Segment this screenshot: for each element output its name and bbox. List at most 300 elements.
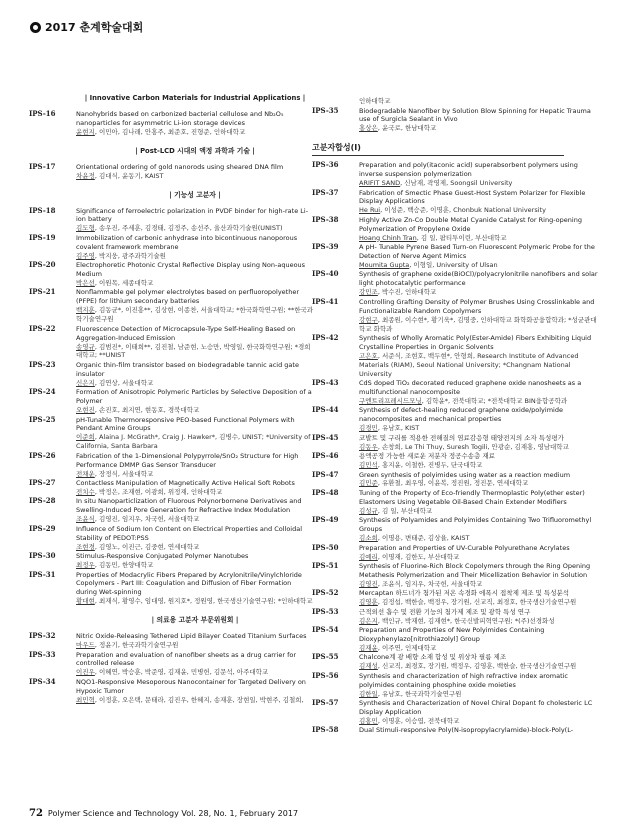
coauthors-affiliation: 인하대학교 — [359, 97, 391, 105]
coauthors-affiliation: , 김범진*, 이태희**, 김진철, 남준현, 노승만, 박영일, 한국화학연구원; *경희대학교; **UNIST — [76, 342, 311, 360]
coauthors-affiliation: , 이정훈, 오은택, 문태라, 김진우, 한혜지, 송재훈, 장현일, 박현주, 김철희, — [94, 695, 304, 704]
abstract-entry — [312, 726, 602, 735]
entry-text — [359, 216, 602, 243]
paper-title: Contactless Manipulation of Magnetically Active Helical Soft Robots — [76, 479, 295, 488]
entry-text — [359, 434, 602, 452]
presenting-author: 황대현 — [76, 597, 95, 606]
paper-id: IPS-44 — [312, 405, 339, 415]
paper-id: IPS-17 — [29, 161, 56, 171]
paper-id: IPS-32 — [29, 631, 56, 641]
presenting-author: 구엔트리프레시드모닝 — [359, 396, 422, 405]
author-line — [76, 306, 314, 324]
conference-title: 2017 춘계학술대회 — [45, 21, 144, 34]
coauthors-affiliation: , 김영진, 임지우, 차국헌, 서울대학교 — [94, 515, 200, 524]
entry-text — [76, 525, 314, 552]
presenting-author: 김주영 — [76, 251, 95, 260]
presenting-author: 김동우 — [359, 442, 378, 451]
presenting-author: 이준희 — [76, 433, 95, 442]
paper-title: Preparation and poly(itaconic acid) superabsorbent polymers using inverse suspension polymerization — [359, 161, 578, 179]
author-line — [359, 261, 602, 270]
entry-text — [76, 497, 314, 524]
abstract-entry — [29, 479, 314, 497]
coauthors-affiliation: , 박수진, 인하대학교 — [377, 288, 437, 297]
abstract-entry — [29, 288, 314, 324]
presenting-author: 김예리 — [359, 552, 378, 561]
entry-text — [359, 298, 602, 334]
entry-text — [76, 163, 314, 181]
entry-text — [359, 653, 602, 671]
paper-title: Nitric Oxide-Releasing Tethered Lipid Bilayer Coated Titanium Surfaces — [76, 632, 307, 641]
paper-id: IPS-26 — [29, 450, 56, 460]
author-line — [76, 224, 314, 233]
paper-title: Biodegradable Nanofiber by Solution Blow Spinning for Hepatic Trauma use of Surgicla Sealant in Vivo — [359, 106, 591, 124]
coauthors-affiliation: , 김동민, 한양대학교 — [94, 561, 154, 569]
paper-title: Synthesis and Characterization of Novel Chiral Dopant fo cholesteric LC Display Application — [359, 699, 593, 717]
abstract-entry — [312, 653, 602, 671]
author-line — [76, 696, 314, 705]
abstract-entry — [312, 608, 602, 626]
abstract-entry — [312, 270, 602, 297]
paper-title: Immobilization of carbonic anhydrase into bicontinuous nanoporous covalent framework membrane — [76, 233, 298, 251]
presenting-author: ARIFIT SAND — [359, 179, 401, 188]
coauthors-affiliation: , 이명용, 변태준, 김상율, KAIST — [377, 534, 470, 543]
coauthors-affiliation: , 이주연, 인제대학교 — [377, 643, 437, 652]
paper-id: IPS-39 — [312, 242, 339, 252]
abstract-entry — [29, 234, 314, 261]
author-line — [359, 662, 602, 671]
paper-id: IPS-51 — [312, 561, 339, 570]
paper-id: IPS-16 — [29, 109, 56, 118]
paper-id: IPS-47 — [312, 469, 339, 479]
paper-title: Influence of Sodium Ion Content on Electrical Properties and Colloidal Stability of PEDOT:PSS — [76, 524, 303, 542]
abstract-entry — [29, 261, 314, 288]
author-line — [359, 644, 602, 653]
entry-text — [359, 471, 602, 489]
paper-id: IPS-24 — [29, 387, 56, 397]
author-line — [359, 443, 602, 452]
entry-text — [76, 552, 314, 570]
paper-title: In situ Nanoparticlization of Fluorous Polynorbornene Derivatives and Swelling-Induced Pore Generation for Refractive Index Modulation — [76, 497, 302, 515]
author-line — [76, 543, 314, 552]
entry-text — [76, 571, 314, 607]
abstract-entry — [312, 699, 602, 726]
page-number: 72 — [29, 808, 43, 819]
author-line — [76, 379, 314, 388]
paper-id: IPS-22 — [29, 323, 56, 333]
paper-id: IPS-35 — [312, 105, 339, 115]
coauthors-affiliation: , 이원목, 세종대학교 — [94, 278, 154, 287]
presenting-author: 홍상은 — [359, 124, 378, 133]
author-line — [359, 352, 602, 379]
abstract-entry — [312, 434, 602, 452]
coauthors-affiliation: , 손진호, 최지연, 현동호, 경북대학교 — [94, 406, 200, 415]
abstract-entry — [29, 651, 314, 678]
paper-title: pH-Tunable Thermoresponsive PEO-based Functional Polymers with Pendant Amine Groups — [76, 415, 295, 433]
paper-id: IPS-19 — [29, 232, 56, 242]
abstract-entry — [312, 516, 602, 543]
entry-text — [359, 243, 602, 270]
abstract-entry — [29, 325, 314, 361]
paper-title: Synthesis and characterization of high refractive index aromatic polyimides containing phosphine oxide moieties — [359, 671, 569, 689]
paper-title: Nanohybrids based on carbonized bacterial cellulose and Nb₂O₅ nanoparticles for asymmetric Li-ion storage devices — [76, 110, 284, 127]
presenting-author: 최정우 — [76, 561, 95, 569]
coauthors-affiliation: , Alaina J. McGrath*, Craig J. Hawker*, 김병수, UNIST; *University of California, Santa Barbara — [76, 433, 311, 451]
paper-id: IPS-56 — [312, 670, 339, 680]
paper-id: IPS-30 — [29, 551, 56, 561]
author-line — [359, 97, 602, 106]
coauthors-affiliation: , 이명훈, 이승엽, 전북대학교 — [377, 716, 460, 725]
paper-id: IPS-20 — [29, 260, 56, 270]
coauthors-affiliation: , 이민아, 김나래, 안홍주, 최준호, 진형준, 인하대학교 — [94, 127, 246, 136]
presenting-author: 오현진 — [76, 406, 95, 415]
paper-title: Organic thin-film transistor based on biodegradable tannic acid gate insulator — [76, 360, 299, 378]
author-line — [359, 553, 602, 562]
presenting-author: 조윤식 — [76, 515, 95, 524]
coauthors-affiliation: , 김 일, 부산대학교 — [377, 506, 433, 515]
coauthors-affiliation: , 김학윤*, 전북대학교; *전북대학교 BIN융합공학과 — [421, 396, 568, 405]
paper-id: IPS-36 — [312, 160, 339, 170]
paper-title: Preparation and Properties of UV-Curable Polyurethane Acrylates — [359, 543, 570, 552]
paper-title: 코발트 및 구리를 적용한 전해질의 염료감응형 태양전지의 소자 특성평가 — [359, 433, 564, 442]
abstract-entry — [312, 161, 602, 188]
coauthors-affiliation: , 장정식, 서울대학교 — [94, 469, 154, 478]
author-line — [359, 397, 602, 406]
paper-id: IPS-40 — [312, 269, 339, 279]
presenting-author: 김소희 — [359, 534, 378, 543]
paper-title: Chalcone계 광 배향 소재 합성 및 위상차 필름 제조 — [359, 653, 507, 662]
paper-id: IPS-33 — [29, 649, 56, 659]
author-line — [76, 433, 314, 451]
coauthors-affiliation: , 신교직, 최경호, 장기원, 백정우, 김영훈, 백한슬, 한국생산기술연구원 — [377, 662, 577, 671]
abstract-entry — [312, 243, 602, 270]
abstract-entry — [312, 189, 602, 216]
coauthors-affiliation: , 유환철, 최우영, 이윤복, 정진원, 정진문, 연세대학교 — [377, 479, 529, 488]
author-line — [359, 580, 602, 589]
paper-title: Fluorescence Detection of Microcapsule-Type Self-Healing Based on Aggregation-Induced Emission — [76, 324, 296, 342]
coauthors-affiliation: , 유남호, KIST — [377, 424, 420, 433]
presenting-author: 강현구 — [359, 315, 378, 324]
coauthors-affiliation: , 박정은, 조재현, 이광희, 위정재, 인하대학교 — [94, 487, 223, 496]
coauthors-affiliation: , 김대식, 윤동기, KAIST — [94, 171, 164, 180]
coauthors-affiliation: , 서준식, 조현호, 백두현*, 안형희, Research Institute of Advanced Materials (RIAM), Seoul National University; *Changnam National University — [359, 351, 579, 378]
entry-text — [359, 699, 602, 726]
paper-title: Preparation and Properties of New Polyimides Containing Dioxyphenylazo[nitrothiazolyl] Group — [359, 626, 545, 644]
section-heading: | Innovative Carbon Materials for Industrial Applications | — [84, 94, 306, 102]
coauthors-affiliation: , 최재식, 황영수, 임대영, 원지호*, 정원영, 한국생산기술연구원; *인하대학교 — [94, 597, 313, 606]
author-line — [76, 597, 314, 606]
author-line — [359, 461, 602, 470]
paper-id — [312, 97, 359, 106]
paper-id: IPS-29 — [29, 523, 56, 533]
entry-text — [359, 589, 602, 607]
coauthors-affiliation: , 김동균*, 이진홍**, 김상현, 이종찬, 서울대학교; *한국화학연구원; **한국과학기술연구원 — [76, 306, 314, 324]
presenting-author: 김홍민 — [359, 716, 378, 725]
abstract-entry — [312, 216, 602, 243]
paper-id: IPS-53 — [312, 606, 339, 616]
coauthors-affiliation: , 김연상, 서울대학교 — [94, 378, 154, 387]
author-line — [359, 316, 602, 334]
coauthors-affiliation: , 손창희, Le Thi Thuy, Suresh Togili, 안광순, 김재홍, 영남대학교 — [377, 442, 569, 451]
section-heading: 고분자합성(I) — [312, 142, 564, 156]
author-line — [359, 690, 602, 699]
entry-text — [76, 479, 314, 497]
abstract-entry — [29, 416, 314, 452]
entry-text — [76, 325, 314, 361]
entry-text — [359, 544, 602, 562]
page-header — [30, 18, 143, 36]
abstract-entry — [312, 97, 602, 106]
coauthors-affiliation: , 이명재, 김한도, 부산대학교 — [377, 552, 460, 561]
paper-title: Stimulus-Responsive Conjugated Polymer Nanotubes — [76, 552, 249, 561]
paper-title: Fabrication of Smectic Phase Guest-Host System Polarizer for Flexible Display Applications — [359, 188, 586, 206]
presenting-author: 김경민 — [359, 424, 378, 433]
paper-id: IPS-42 — [312, 333, 339, 342]
presenting-author: 김재성 — [359, 662, 378, 671]
paper-title: CdS doped TiO₂ decorated reduced graphene oxide nanosheets as a multifunctional nanocomposite — [359, 379, 582, 397]
presenting-author: 고은호 — [359, 351, 378, 360]
left-column — [29, 86, 314, 705]
abstract-entry — [29, 632, 314, 650]
author-line — [359, 717, 602, 726]
entry-text — [76, 361, 314, 388]
abstract-entry — [312, 471, 602, 489]
journal-citation: Polymer Science and Technology Vol. 28, No. 1, February 2017 — [47, 809, 299, 818]
presenting-author: 이진우 — [76, 668, 95, 677]
presenting-author: 백지훈 — [76, 306, 95, 315]
abstract-entry — [312, 544, 602, 562]
circle-logo-icon — [30, 22, 41, 33]
author-line — [359, 598, 602, 607]
paper-id: IPS-31 — [29, 569, 56, 579]
coauthors-affiliation: , 정윤기, 한국과학기술연구원 — [94, 641, 179, 650]
abstract-entry — [29, 525, 314, 552]
paper-id: IPS-52 — [312, 588, 339, 598]
paper-id: IPS-58 — [312, 725, 339, 735]
author-line — [76, 128, 314, 137]
coauthors-affiliation: , 신남재, 곽영제, Soongsil University — [400, 179, 513, 188]
entry-text — [76, 452, 314, 479]
author-line — [359, 234, 602, 243]
presenting-author: 김민준 — [359, 479, 378, 488]
author-line — [76, 515, 314, 524]
abstract-entry — [312, 334, 602, 379]
presenting-author: 전치수 — [76, 487, 95, 496]
presenting-author: Hoang Chinh Tran — [359, 233, 417, 242]
paper-id: IPS-45 — [312, 432, 339, 442]
paper-title: Electrophoretic Photonic Crystal Reflective Display using Non-aqueous Medium — [76, 261, 306, 279]
coauthors-affiliation: , 백인규, 박재현, 김재현*, 한국신발피혁연구원; *(주)선경화성 — [377, 616, 555, 625]
paper-id: IPS-38 — [312, 214, 339, 224]
paper-title: Controlling Grafting Density of Polymer Brushes Using Crosslinkable and Functionalizable Random Copolymers — [359, 297, 595, 315]
paper-title: Synthesis of graphene oxide(BiOCl)/polyacrylonitrile nanofibers and solar light photocatalytic performance — [359, 270, 598, 288]
author-line — [359, 479, 602, 488]
paper-id: IPS-37 — [312, 187, 339, 197]
entry-text — [76, 632, 314, 650]
entry-text — [76, 234, 314, 261]
abstract-entry — [312, 107, 602, 134]
paper-title: Orientational ordering of gold nanorods using sheared DNA film — [76, 162, 284, 171]
paper-id: IPS-27 — [29, 478, 56, 488]
entry-text — [359, 516, 602, 543]
paper-id: IPS-23 — [29, 359, 56, 369]
paper-title: Synthesis of defect-healing reduced graphene oxide/polyimide nanocomposites and mechanical properties — [359, 406, 563, 424]
presenting-author: 김도형 — [76, 224, 95, 233]
entry-text — [76, 678, 314, 705]
coauthors-affiliation: , 홍지윤, 이철한, 진병두, 단국대학교 — [377, 461, 483, 470]
entry-text — [359, 406, 602, 433]
paper-title: 근적외선 흡수 및 전환 기능의 첨가제 제조 및 광학 특성 연구 — [359, 607, 531, 616]
paper-title: Mercaptan 하드너가 첨가된 저온 속경화 에폭시 접착제 제조 및 특성분석 — [359, 589, 570, 598]
presenting-author: 마우드 — [76, 641, 95, 650]
presenting-author: 김재윤 — [359, 643, 378, 652]
presenting-author: 송영규 — [76, 342, 95, 351]
coauthors-affiliation: , 최종원, 이수현*, 황기욱*, 김명중, 인하대학교 화학화공융합학과; *성균관대학교 화학과 — [359, 315, 597, 333]
abstract-entry — [29, 452, 314, 479]
entry-text — [359, 489, 602, 516]
paper-title: Synthesis of Polyamides and Polyimides Containing Two Trifluoromethyl Groups — [359, 516, 592, 534]
entry-text — [359, 626, 602, 653]
presenting-author: 신은지 — [76, 378, 95, 387]
presenting-author: 김영진 — [359, 579, 378, 588]
author-line — [76, 406, 314, 415]
author-line — [76, 252, 314, 261]
entry-text — [359, 107, 602, 134]
paper-id: IPS-54 — [312, 625, 339, 635]
paper-id: IPS-48 — [312, 487, 339, 497]
author-line — [359, 507, 602, 516]
paper-id: IPS-46 — [312, 451, 339, 461]
abstract-entry — [312, 452, 602, 470]
abstract-entry — [312, 626, 602, 653]
coauthors-affiliation: , 조윤식, 임지우, 차국헌, 서울대학교 — [377, 579, 483, 588]
presenting-author: Moumita Gupta — [359, 260, 410, 269]
paper-id: IPS-21 — [29, 287, 56, 297]
author-line — [359, 534, 602, 543]
paper-title: Highly Active Zn-Co Double Metal Cyanide Catalyst for Ring-opening Polymerization of Propylene Oxide — [359, 215, 582, 233]
presenting-author: 조현경 — [76, 542, 95, 551]
paper-title: Synthesis of Wholly Aromatic Poly(Ester-Amide) Fibers Exhibiting Liquid Crystalline Properties in Organic Solvents — [359, 334, 592, 351]
abstract-entry — [29, 552, 314, 570]
presenting-author: 김성규 — [359, 506, 378, 515]
presenting-author: 전채운 — [76, 469, 95, 478]
entry-text — [76, 388, 314, 415]
presenting-author: 윤현지 — [76, 127, 95, 136]
author-line — [359, 424, 602, 433]
entry-text — [76, 651, 314, 678]
right-column — [312, 97, 602, 736]
paper-title: Dual Stimuli-responsive Poly(N-isopropylacrylamide)-block-Poly(L- — [359, 726, 574, 735]
author-line — [359, 288, 602, 297]
entry-text — [359, 672, 602, 699]
paper-title: Green synthesis of polyimides using water as a reaction medium — [359, 470, 571, 479]
author-line — [76, 561, 314, 570]
paper-title: 용액공정 가능한 새로운 저분자 정공수송층 재료 — [359, 452, 495, 461]
paper-id: IPS-34 — [29, 676, 56, 686]
presenting-author: 차윤정 — [76, 171, 95, 180]
abstract-entry — [29, 678, 314, 705]
entry-text — [359, 97, 602, 106]
entry-text — [359, 452, 602, 470]
entry-text — [359, 334, 602, 379]
paper-title: Nonflammable gel polymer electrolytes based on perfluoropolyether (PFPE) for lithium secondary batteries — [76, 288, 300, 306]
author-line — [359, 206, 602, 215]
paper-title: Properties of Modacrylic Fibers Prepared by Acrylonitrile/Vinylchloride Copolymers - Part III: Coagulation and Diffusion of Fiber Formation during Wet-spinning — [76, 570, 302, 597]
abstract-entry — [29, 361, 314, 388]
author-line — [76, 641, 314, 650]
section-heading: | 기능성 고분자 | — [169, 190, 221, 199]
author-line — [76, 279, 314, 288]
abstract-entry — [312, 298, 602, 334]
coauthors-affiliation: , 이성준, 백승준, 이명훈, Chonbuk National University — [380, 206, 546, 215]
author-line — [359, 124, 602, 133]
paper-title: A pH- Tunable Pyrene Based Turn-on Fluorescent Polymeric Probe for the Detection of Nerve Agent Mimics — [359, 243, 595, 261]
coauthors-affiliation: , 이혜연, 박승훈, 박준영, 김재윤, 민병헌, 김문석, 아주대학교 — [94, 668, 269, 677]
page-footer — [29, 808, 298, 819]
presenting-author: 김민석 — [359, 461, 378, 470]
presenting-author: 박은선 — [76, 278, 95, 287]
presenting-author: He Rui — [359, 206, 381, 215]
paper-title: Tuning of the Property of Eco-friendly Thermoplastic Poly(ether ester) Elastomers Using Vegetable Oil-Based Chain Extender Modifiers — [359, 488, 585, 506]
entry-text — [359, 189, 602, 216]
paper-title: NQO1-Responsive Mesoporous Nanocontainer for Targeted Delivery on Hypoxic Tumor — [76, 677, 306, 695]
entry-text — [76, 261, 314, 288]
author-line — [76, 470, 314, 479]
paper-id: IPS-50 — [312, 542, 339, 552]
abstract-entry — [312, 562, 602, 589]
entry-text — [76, 207, 314, 234]
paper-title: Significance of ferroelectric polarization in PVDF binder for high-rate Li-ion battery — [76, 206, 309, 224]
presenting-author: 최민혁 — [76, 695, 95, 704]
entry-text — [359, 270, 602, 297]
paper-id: IPS-55 — [312, 652, 339, 662]
abstract-entry — [312, 379, 602, 406]
abstract-entry — [312, 406, 602, 433]
paper-id: IPS-41 — [312, 296, 339, 306]
presenting-author: 김은지 — [359, 616, 378, 625]
entry-text — [76, 110, 314, 137]
presenting-author: 김한일 — [359, 689, 378, 698]
abstract-entry — [29, 207, 314, 234]
abstract-entry — [29, 163, 314, 181]
entry-text — [359, 379, 602, 406]
abstract-entry — [312, 672, 602, 699]
entry-text — [76, 288, 314, 324]
section-heading: | 의료용 고분자 부문위원회 | — [151, 616, 239, 625]
paper-id: IPS-28 — [29, 496, 56, 506]
entry-text — [359, 562, 602, 589]
abstract-entry — [29, 110, 314, 137]
abstract-entry — [312, 589, 602, 607]
paper-id: IPS-57 — [312, 698, 339, 708]
author-line — [76, 172, 314, 181]
paper-id: IPS-49 — [312, 515, 339, 525]
paper-id: IPS-18 — [29, 205, 56, 215]
presenting-author: 김영훈 — [359, 598, 378, 607]
paper-title: Synthesis of Fluorine-Rich Block Copolymers through the Ring Opening Metathesis Polymerization and Their Micellization Behavior in Solution — [359, 562, 591, 579]
coauthors-affiliation: , 박지웅, 광주과학기술원 — [94, 251, 166, 260]
paper-title: Formation of Anisotropic Polymeric Particles by Selective Deposition of a Polymer — [76, 388, 312, 406]
abstract-entry — [29, 497, 314, 524]
author-line — [76, 343, 314, 361]
abstract-entry — [29, 571, 314, 607]
entry-text — [359, 726, 602, 735]
paper-title: Fabrication of the 1-Dimensional Polypyrrole/SnO₂ Structure for High Performance DMMP Gas Sensor Transducer — [76, 451, 299, 469]
paper-title: Preparation and evaluation of nanofiber sheets as a drug carrier for controlled release — [76, 650, 297, 668]
entry-text — [76, 416, 314, 452]
section-heading: | Post-LCD 시대의 액정 과학과 기술 | — [135, 146, 255, 155]
author-line — [76, 488, 314, 497]
paper-id: IPS-43 — [312, 378, 339, 388]
